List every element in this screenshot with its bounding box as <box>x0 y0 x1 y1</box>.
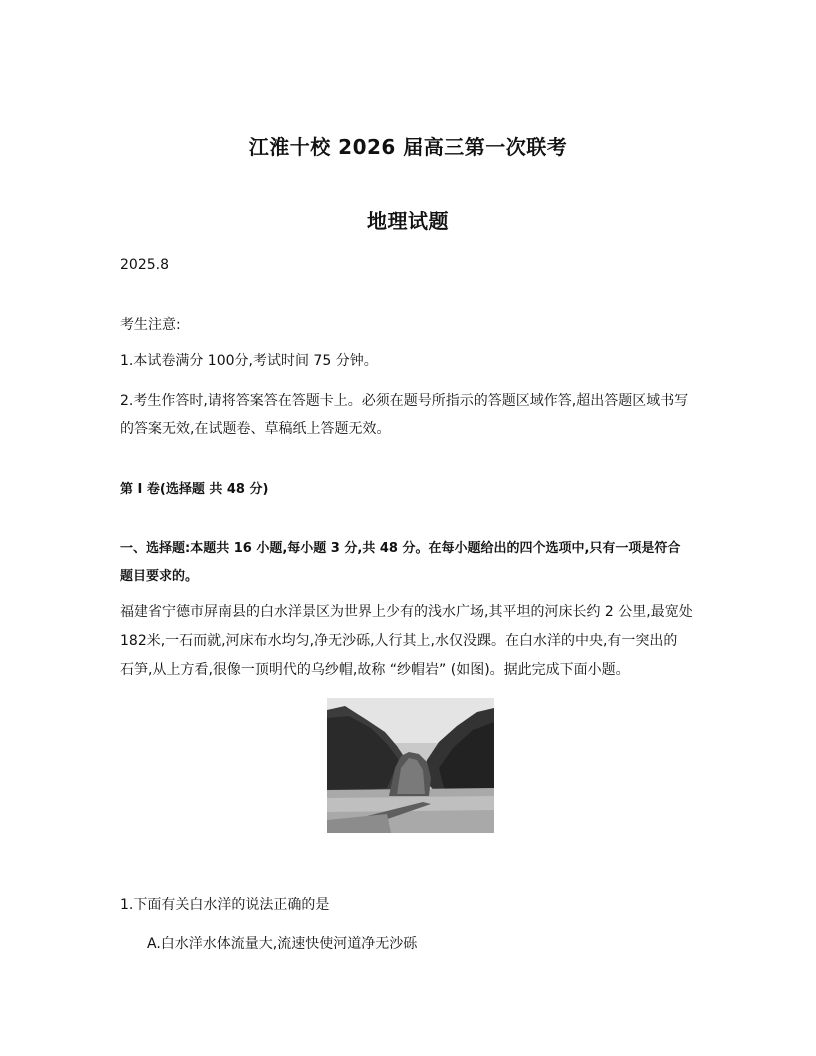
notice-item-2-line-2: 的答案无效,在试题卷、草稿纸上答题无效。 <box>120 421 391 437</box>
section-instruction-line-2: 题目要求的。 <box>120 569 199 584</box>
passage-line-3: 石笋,从上方看,很像一顶明代的乌纱帽,故称 “纱帽岩” (如图)。据此完成下面小题。 <box>120 662 630 678</box>
notice-item-2-line-1: 2.考生作答时,请将答案答在答题卡上。必须在题号所指示的答题区域作答,超出答题区域书写 <box>120 393 689 409</box>
passage-line-2: 182米,一石而就,河床布水均匀,净无沙砾,人行其上,水仅没踝。在白水洋的中央,有一突出的 <box>120 633 678 649</box>
section-instruction-line-1: 一、选择题:本题共 16 小题,每小题 3 分,共 48 分。在每小题给出的四个选项中,只有一项是符合 <box>120 541 681 556</box>
notice-item-1: 1.本试卷满分 100分,考试时间 75 分钟。 <box>120 353 378 369</box>
exam-date: 2025.8 <box>120 257 169 273</box>
exam-title: 江淮十校 2026 届高三第一次联考 <box>248 135 568 159</box>
question-1-stem: 1.下面有关白水洋的说法正确的是 <box>120 897 330 913</box>
passage-line-1: 福建省宁德市屏南县的白水洋景区为世界上少有的浅水广场,其平坦的河床长约 2 公里,最宽处 <box>120 604 693 620</box>
notice-heading: 考生注意: <box>120 317 181 333</box>
question-1-option-a: A.白水洋水体流量大,流速快使河道净无沙砾 <box>147 936 418 952</box>
shamaoyan-photo <box>327 698 494 833</box>
exam-subject: 地理试题 <box>367 209 449 233</box>
section-heading: 第 I 卷(选择题 共 48 分) <box>120 482 269 497</box>
